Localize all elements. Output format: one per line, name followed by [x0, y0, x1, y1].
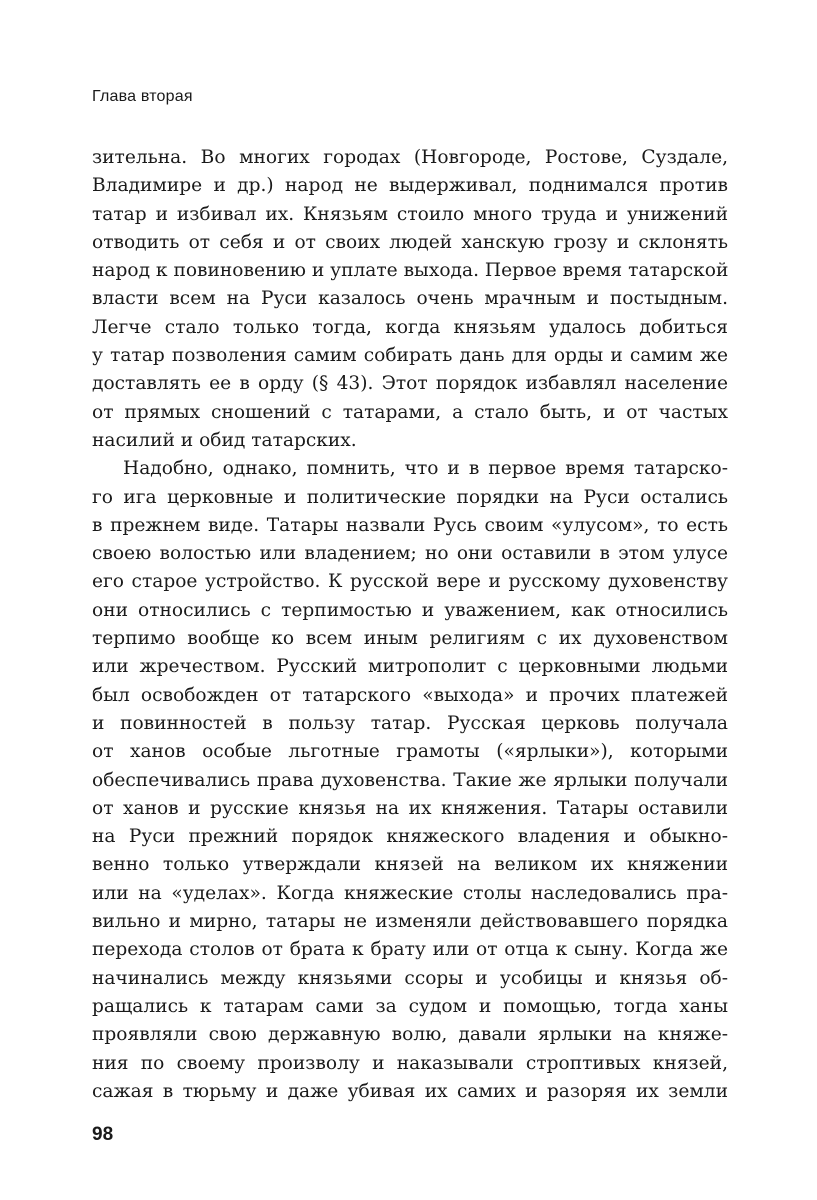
- text-line: вильно и мирно, татары не изменяли действовавшего порядка: [92, 911, 728, 933]
- text-line: зительна. Во многих городах (Новгороде, Ростове, Суздале,: [92, 147, 728, 168]
- text-line: от ханов особые льготные грамоты («ярлыки»), которыми: [92, 741, 728, 763]
- text-line: венно только утверждали князей на великом их княжении: [92, 854, 728, 876]
- text-line: или жречеством. Русский митрополит с церковными людьми: [92, 656, 728, 678]
- text-line: власти всем на Руси казалось очень мрачным и постыдным.: [92, 288, 728, 310]
- text-line: начинались между князьями ссоры и усобицы и князья об-: [92, 967, 728, 989]
- text-line: обеспечивались права духовенства. Такие же ярлыки получали: [92, 769, 728, 791]
- text-line: или на «уделах». Когда княжеские столы наследовались пра-: [92, 882, 728, 904]
- text-line: ния по своему произволу и наказывали строптивых князей,: [92, 1052, 728, 1074]
- text-line: Легче стало только тогда, когда князьям удалось добиться: [92, 316, 728, 338]
- text-line: своею волостью или владением; но они оставили в этом улусе: [92, 543, 728, 565]
- paragraph: [92, 144, 728, 455]
- text-line: сажая в тюрьму и даже убивая их самих и разоряя их земли: [92, 1080, 728, 1102]
- text-line: отводить от себя и от своих людей ханскую грозу и склонять: [92, 231, 728, 253]
- text-line: от прямых сношений с татарами, а стало быть, и от частых: [92, 401, 728, 423]
- text-line: татар и избивал их. Князьям стоило много труда и унижений: [92, 203, 728, 225]
- text-line: на Руси прежний порядок княжеского владения и обыкно-: [92, 826, 728, 848]
- body-text: [92, 144, 728, 1106]
- text-line: был освобожден от татарского «выхода» и прочих платежей: [92, 684, 728, 706]
- text-line: доставлять ее в орду (§ 43). Этот порядок избавлял население: [92, 373, 728, 395]
- text-line: и повинностей в пользу татар. Русская церковь получала: [92, 712, 728, 734]
- text-line: Надобно, однако, помнить, что и в первое время татарско-: [123, 458, 728, 480]
- text-line: насилий и обид татарских.: [92, 429, 357, 451]
- text-line: у татар позволения самим собирать дань для орды и самим же: [92, 345, 728, 367]
- text-line: го ига церковные и политические порядки на Руси остались: [92, 486, 728, 508]
- text-line: ращались к татарам сами за судом и помощью, тогда ханы: [92, 995, 728, 1017]
- page-number: 98: [92, 1124, 114, 1145]
- text-line: они относились с терпимостью и уважением, как относились: [92, 599, 728, 621]
- running-head: Глава вторая: [92, 88, 193, 105]
- text-line: в прежнем виде. Татары назвали Русь своим «улусом», то есть: [92, 514, 728, 536]
- paragraph: [92, 455, 728, 1106]
- text-line: от ханов и русские князья на их княжения. Татары оставили: [92, 797, 728, 819]
- text-line: его старое устройство. К русской вере и русскому духовенству: [92, 571, 728, 593]
- text-line: народ к повиновению и уплате выхода. Первое время татарской: [92, 260, 728, 282]
- text-line: проявляли свою державную волю, давали ярлыки на княже-: [92, 1024, 728, 1046]
- text-line: перехода столов от брата к брату или от отца к сыну. Когда же: [92, 939, 728, 961]
- text-line: терпимо вообще ко всем иным религиям с их духовенством: [92, 628, 728, 650]
- text-line: Владимире и др.) народ не выдерживал, поднимался против: [92, 175, 728, 197]
